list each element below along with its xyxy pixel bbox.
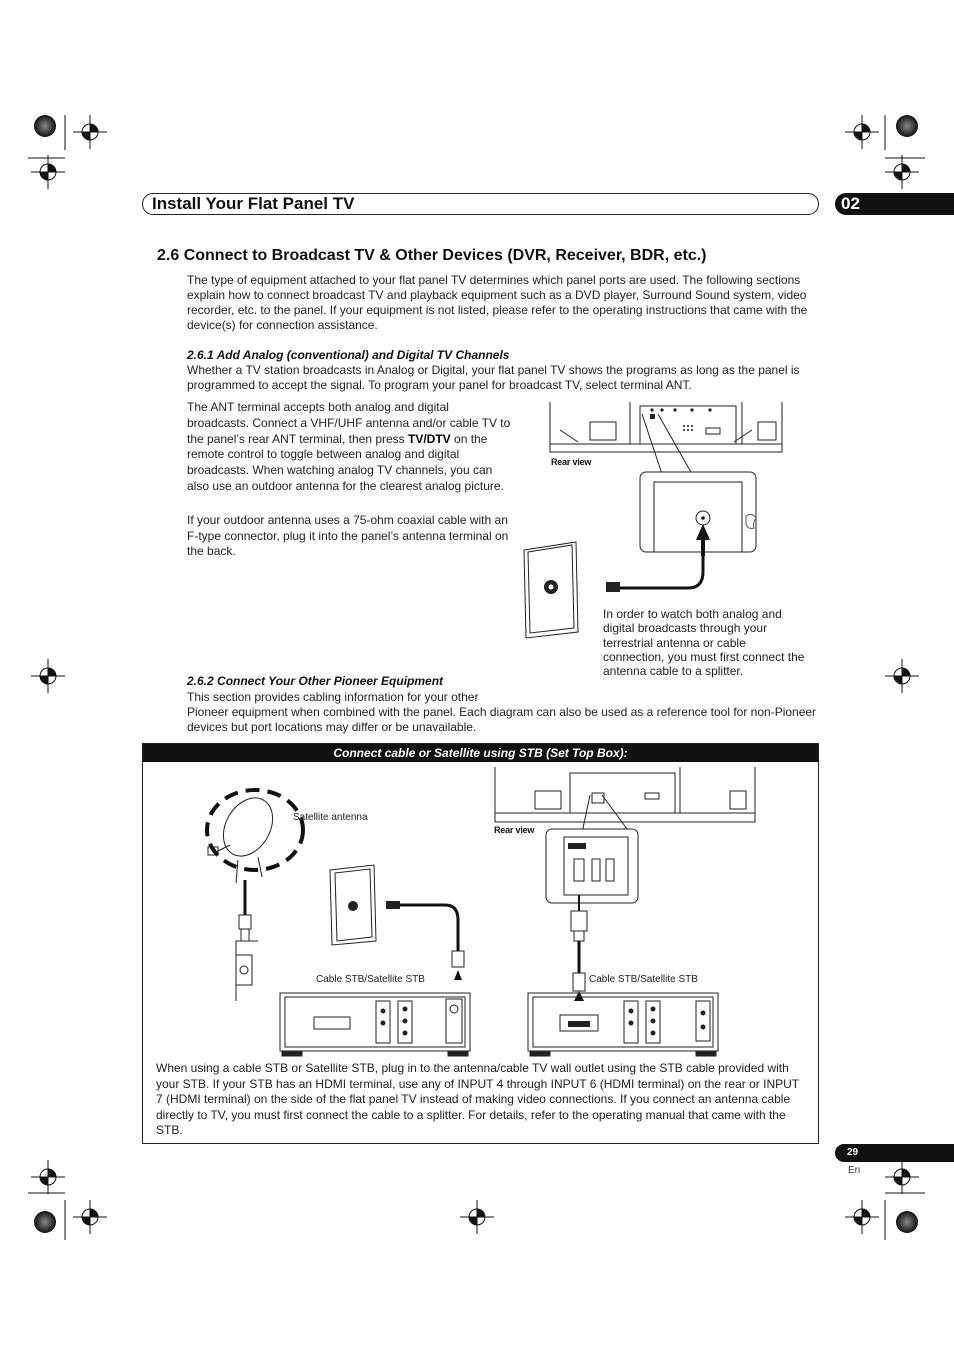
stb-connection-diagram (190, 765, 760, 1060)
page-language: En (848, 1165, 861, 1176)
rear-view-label: Rear view (551, 457, 592, 467)
subsection-lead: Whether a TV station broadcasts in Analog or Digital, your flat panel TV shows the programs as long as the panel is programmed to accept the signal. To program your panel for broadcast TV, select terminal ANT. (187, 363, 800, 392)
chapter-number-badge: 02 (835, 193, 954, 215)
subsection-heading-pioneer-equipment: 2.6.2 Connect Your Other Pioneer Equipment (187, 674, 444, 688)
registration-dial-icon (34, 115, 56, 137)
splitter-note: In order to watch both analog and digital broadcasts through your terrestrial antenna or cable connection, you must first connect the antenna cable to a splitter. (603, 607, 805, 679)
chapter-title: Install Your Flat Panel TV (152, 194, 355, 213)
pioneer-line-1: This section provides cabling information for your other (187, 690, 479, 704)
satellite-dish-icon (207, 789, 303, 883)
ant-terminal-paragraph (187, 400, 512, 495)
tv-dtv-key: TV/DTV (408, 431, 451, 446)
pioneer-line-2: Pioneer equipment when combined with the panel. Each diagram can also be used as a reference tool for non-Pioneer devices but port locations may differ or be unavailable. (187, 705, 817, 734)
stb-panel-title: Connect cable or Satellite using STB (Set Top Box): (143, 744, 818, 762)
page-number-badge: 29 (835, 1144, 954, 1162)
tv-rear-panel (550, 402, 782, 452)
ant-paragraph-text-b: on the remote control to toggle between analog and digital broadcasts. When watching analog TV channels, you can also use an outdoor antenna for the clearest analog picture. (187, 431, 504, 493)
stb-label-right: Cable STB/Satellite STB (589, 974, 698, 985)
section-heading: 2.6 Connect to Broadcast TV & Other Devices (DVR, Receiver, BDR, etc.) (157, 247, 707, 264)
stb-right-box (528, 993, 718, 1056)
antenna-connection-diagram (520, 400, 790, 640)
subsection-heading-analog-digital: 2.6.1 Add Analog (conventional) and Digital TV Channels (187, 348, 510, 362)
stb-rear-view-label: Rear view (494, 825, 535, 835)
ant-paragraph-text-a: The ANT terminal accepts both analog and digital broadcasts. Connect a VHF/UHF antenna and/or cable TV to the panel’s rear ANT terminal, then press (187, 400, 511, 446)
coaxial-paragraph: If your outdoor antenna uses a 75-ohm coaxial cable with an F-type connector, plug it into the panel’s antenna terminal on the back. (187, 513, 509, 558)
stb-body-text: When using a cable STB or Satellite STB, plug in to the antenna/cable TV wall outlet using the STB cable provided with your STB. If your STB has an HDMI terminal, use any of INPUT 4 through INPUT 6 (HDMI terminal) on the rear or INPUT 7 (HDMI terminal) on the side of the flat panel TV instead of making video connections. If you connect an antenna cable directly to TV, you must first connect the cable to a splitter. For details, refer to the operating manual that came with the STB. (156, 1061, 799, 1138)
satellite-antenna-label: Satellite antenna (293, 812, 368, 823)
tv-rear-panel-stb (495, 767, 755, 822)
stb-label-left: Cable STB/Satellite STB (316, 974, 425, 985)
stb-left-box (280, 993, 470, 1056)
section-intro: The type of equipment attached to your flat panel TV determines which panel ports are used. The following sections explain how to connect broadcast TV and playback equipment such as a DVD player, Surround Sound system, video recorder, etc. to the panel. If your equipment is not listed, please refer to the operating instructions that came with the device(s) for connection assistance. (187, 273, 808, 332)
